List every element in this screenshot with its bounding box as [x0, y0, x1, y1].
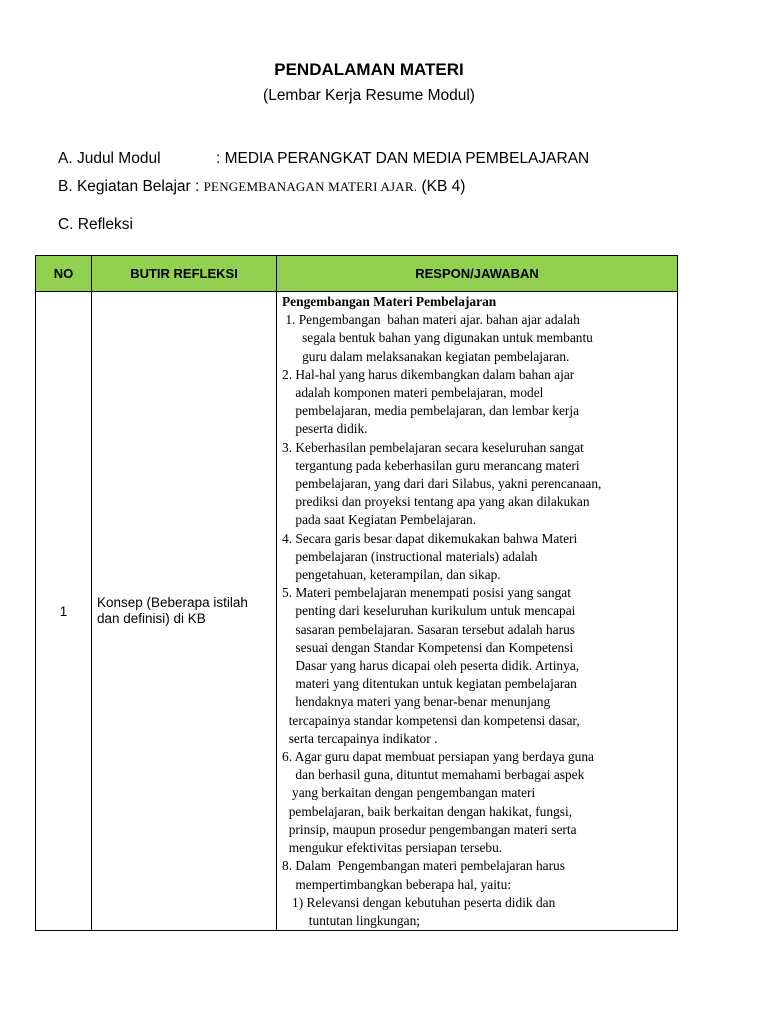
respon-line: prediksi dan proyeksi tentang apa yang akan dilakukan — [282, 494, 590, 510]
header-butir-refleksi: BUTIR REFLEKSI — [92, 256, 277, 292]
respon-line: 3. Keberhasilan pembelajaran secara keseluruhan sangat — [282, 439, 584, 455]
judul-modul-value: : MEDIA PERANGKAT DAN MEDIA PEMBELAJARAN — [216, 150, 590, 167]
respon-line: mengukur efektivitas persiapan tersebu. — [282, 840, 503, 856]
respon-line: dan berhasil guna, dituntut memahami berbagai aspek — [282, 767, 585, 783]
respon-line: 5. Materi pembelajaran menempati posisi yang sangat — [282, 585, 571, 601]
respon-lines — [282, 311, 671, 930]
respon-line: prinsip, maupun prosedur pengembangan materi serta — [282, 821, 577, 837]
table-header-row — [36, 256, 678, 292]
respon-line: tuntutan lingkungan; — [282, 912, 420, 928]
respon-line: Dasar yang harus dicapai oleh peserta didik. Artinya, — [282, 658, 580, 674]
respon-line: 1) Relevansi dengan kebutuhan peserta didik dan — [282, 894, 556, 910]
respon-line: pembelajaran, media pembelajaran, dan lembar kerja — [282, 403, 580, 419]
refleksi-table — [35, 255, 678, 931]
respon-cell — [277, 292, 678, 931]
respon-heading: Pengembangan Materi Pembelajaran — [282, 294, 497, 309]
page-title: PENDALAMAN MATERI — [274, 60, 464, 79]
respon-line: guru dalam melaksanakan kegiatan pembelajaran. — [282, 348, 570, 364]
header-no: NO — [36, 256, 92, 292]
kegiatan-belajar-value: PENGEMBANAGAN MATERI AJAR. — [203, 179, 418, 194]
kegiatan-belajar-row — [58, 178, 465, 196]
respon-line: pengetahuan, keterampilan, dan sikap. — [282, 567, 501, 583]
kegiatan-belajar-suffix: (KB 4) — [421, 178, 466, 195]
respon-line: segala bentuk bahan yang digunakan untuk membantu — [282, 330, 593, 346]
respon-line: 8. Dalam Pengembangan materi pembelajaran harus — [282, 858, 565, 874]
page-subtitle: (Lembar Kerja Resume Modul) — [263, 87, 475, 104]
table-row — [36, 292, 678, 931]
respon-line: pembelajaran, yang dari dari Silabus, yakni perencanaan, — [282, 476, 602, 492]
respon-line: 4. Secara garis besar dapat dikemukakan bahwa Materi — [282, 530, 578, 546]
respon-line: yang berkaitan dengan pengembangan materi — [282, 785, 536, 801]
respon-line: pembelajaran (instructional materials) adalah — [282, 548, 538, 564]
row-number: 1 — [36, 292, 92, 931]
refleksi-label: C. Refleksi — [58, 216, 133, 233]
judul-modul-label: A. Judul Modul — [58, 150, 161, 167]
respon-line: 1. Pengembangan bahan materi ajar. bahan ajar adalah — [282, 312, 580, 328]
respon-line: tercapainya standar kompetensi dan kompetensi dasar, — [282, 712, 580, 728]
respon-line: pembelajaran, baik berkaitan dengan hakikat, fungsi, — [282, 803, 573, 819]
respon-line: sesuai dengan Standar Kompetensi dan Kompetensi — [282, 639, 574, 655]
butir-refleksi-cell: Konsep (Beberapa istilah dan definisi) di KB — [92, 292, 277, 931]
header-respon-jawaban: RESPON/JAWABAN — [277, 256, 678, 292]
respon-line: 6. Agar guru dapat membuat persiapan yang berdaya guna — [282, 749, 594, 765]
respon-line: penting dari keseluruhan kurikulum untuk mencapai — [282, 603, 576, 619]
respon-line: adalah komponen materi pembelajaran, model — [282, 385, 544, 401]
respon-line: mempertimbangkan beberapa hal, yaitu: — [282, 876, 512, 892]
respon-line: sasaran pembelajaran. Sasaran tersebut adalah harus — [282, 621, 575, 637]
respon-line: tergantung pada keberhasilan guru merancang materi — [282, 457, 580, 473]
judul-modul-row — [58, 150, 589, 168]
respon-line: materi yang ditentukan untuk kegiatan pembelajaran — [282, 676, 577, 692]
respon-line: hendaknya materi yang benar-benar menunjang — [282, 694, 551, 710]
respon-line: serta tercapainya indikator . — [282, 730, 438, 746]
respon-line: peserta didik. — [282, 421, 368, 437]
respon-line: 2. Hal-hal yang harus dikembangkan dalam bahan ajar — [282, 366, 575, 382]
kegiatan-belajar-label: B. Kegiatan Belajar : — [58, 178, 200, 195]
respon-line: pada saat Kegiatan Pembelajaran. — [282, 512, 477, 528]
